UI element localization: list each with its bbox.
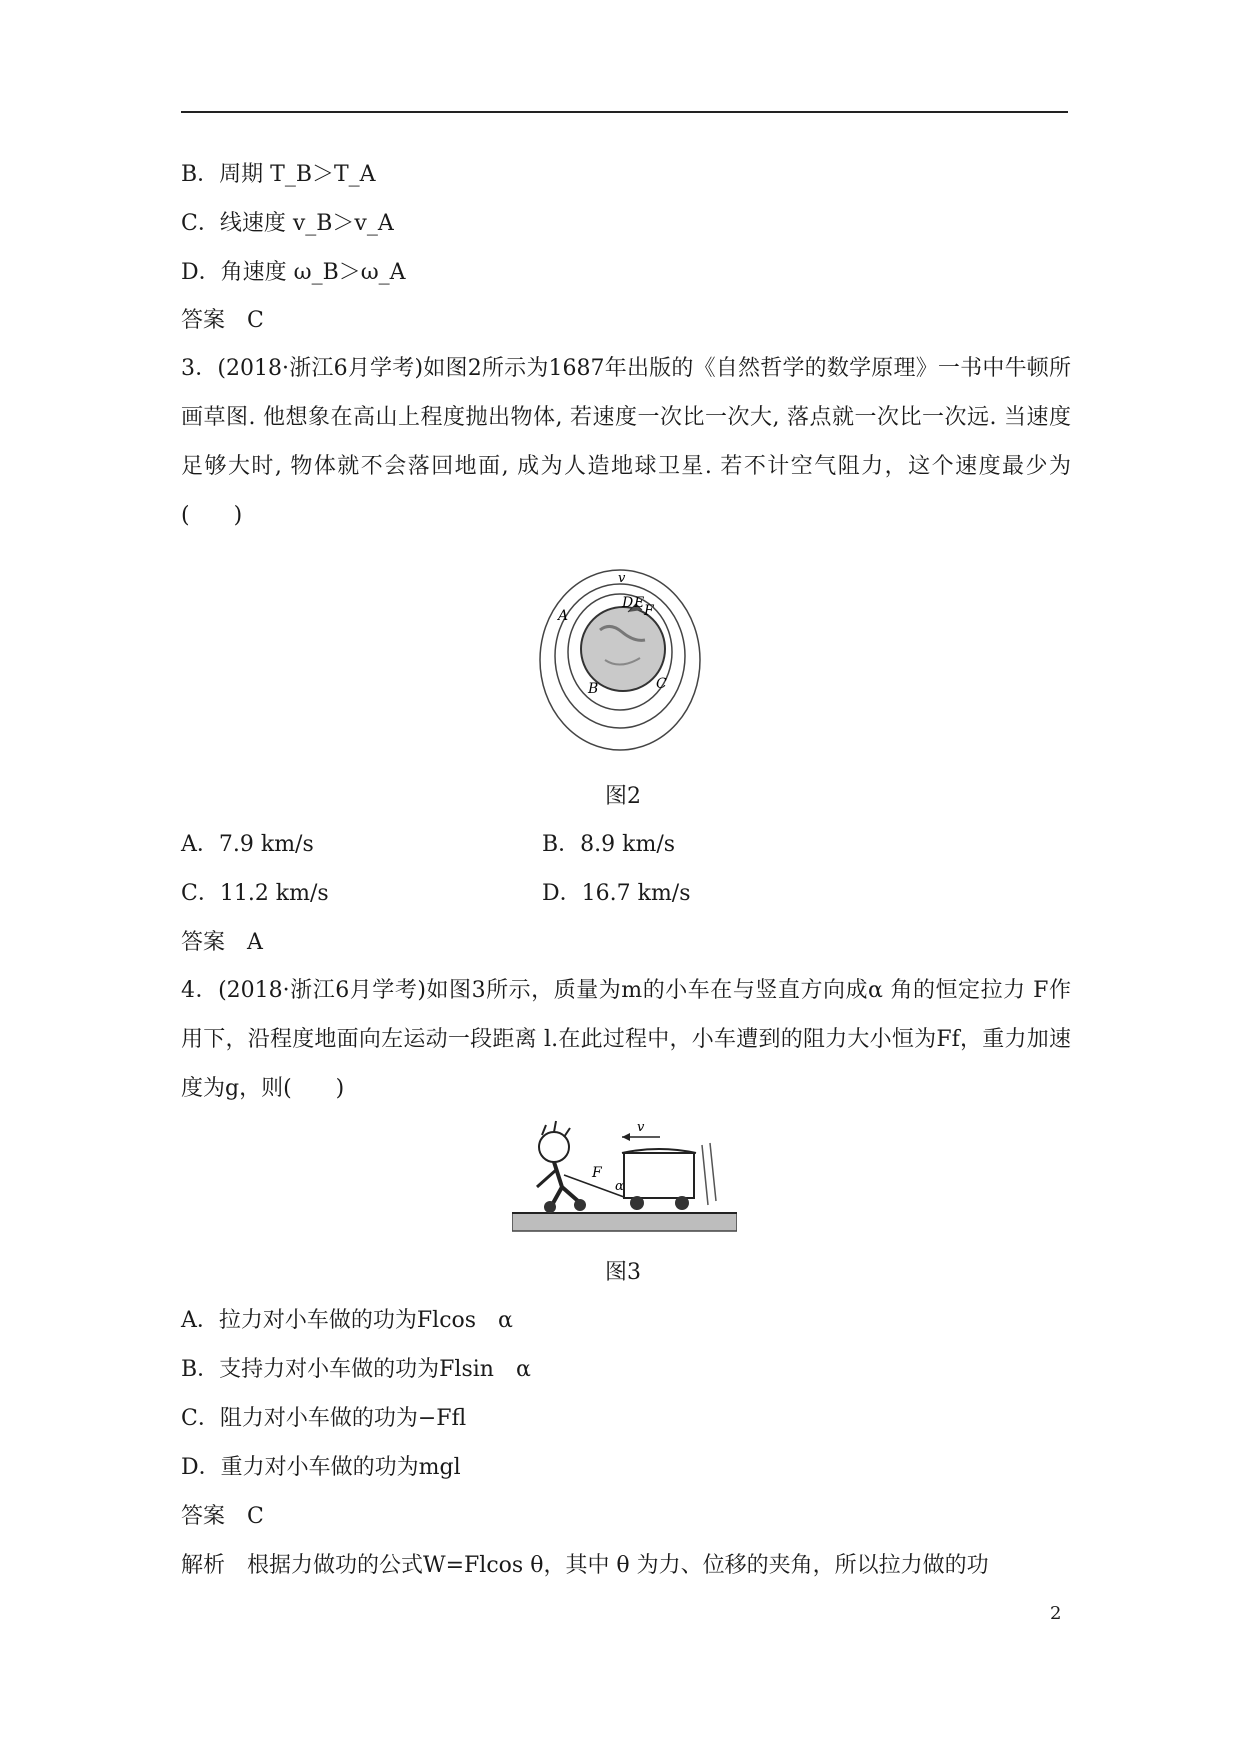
fig2-label-a: A xyxy=(558,608,569,624)
page-number: 2 xyxy=(1050,1603,1062,1624)
figure-3-caption: 图3 xyxy=(605,1260,641,1285)
fig2-label-f: F xyxy=(644,603,654,619)
q3-option-a: A．7.9 km/s xyxy=(181,832,314,857)
fig2-label-b: B xyxy=(588,681,599,697)
fig3-label-f: F xyxy=(592,1165,602,1181)
fig2-label-c: C xyxy=(656,676,667,692)
q3-answer: 答案 A xyxy=(181,930,263,955)
fig2-label-v: v xyxy=(618,571,626,586)
q2-option-b: B．周期 T_B＞T_A xyxy=(181,162,376,187)
q3-option-b: B．8.9 km/s xyxy=(542,832,676,857)
q4-option-b: B．支持力对小车做的功为Flsin α xyxy=(181,1357,531,1382)
fig2-label-d: D xyxy=(622,595,634,611)
q2-option-c: C．线速度 v_B＞v_A xyxy=(181,211,394,236)
q3-option-c: C．11.2 km/s xyxy=(181,881,329,906)
q4-answer: 答案 C xyxy=(181,1504,264,1529)
header-rule xyxy=(181,111,1068,113)
figure-2-caption: 图2 xyxy=(605,784,641,809)
figure-3-boy-pulling-cart xyxy=(512,1115,737,1235)
q2-option-d: D．角速度 ω_B＞ω_A xyxy=(181,260,406,285)
q4-option-c: C．阻力对小车做的功为−Ffl xyxy=(181,1406,467,1431)
q4-analysis: 解析 根据力做功的公式W=Flcos θ，其中 θ 为力、位移的夹角，所以拉力做的功 xyxy=(181,1553,989,1578)
q2-answer: 答案 C xyxy=(181,308,264,333)
q4-stem: 4．(2018·浙江6月学考)如图3所示，质量为m的小车在与竖直方向成α 角的恒定拉力 F作用下，沿程度地面向左运动一段距离 l.在此过程中，小车遭到的阻力大小恒为Ff，重力加速度为g，则( ) xyxy=(181,978,1071,1101)
q4-option-d: D．重力对小车做的功为mgl xyxy=(181,1455,461,1480)
q4-option-a: A．拉力对小车做的功为Flcos α xyxy=(181,1308,513,1333)
fig2-label-e: E xyxy=(634,595,645,611)
figure-2-newton-cannon xyxy=(530,560,710,760)
q3-stem: 3．(2018·浙江6月学考)如图2所示为1687年出版的《自然哲学的数学原理》一书中牛顿所画草图. 他想象在高山上程度抛出物体, 若速度一次比一次大, 落点就一次比一次远. 当速度足够大时, 物体就不会落回地面, 成为人造地球卫星. 若不计空气阻力，这个速度最少为( ) xyxy=(181,356,1071,528)
q3-option-d: D．16.7 km/s xyxy=(542,881,691,906)
fig3-label-alpha: α xyxy=(615,1179,624,1194)
fig3-label-v: v xyxy=(637,1120,645,1135)
